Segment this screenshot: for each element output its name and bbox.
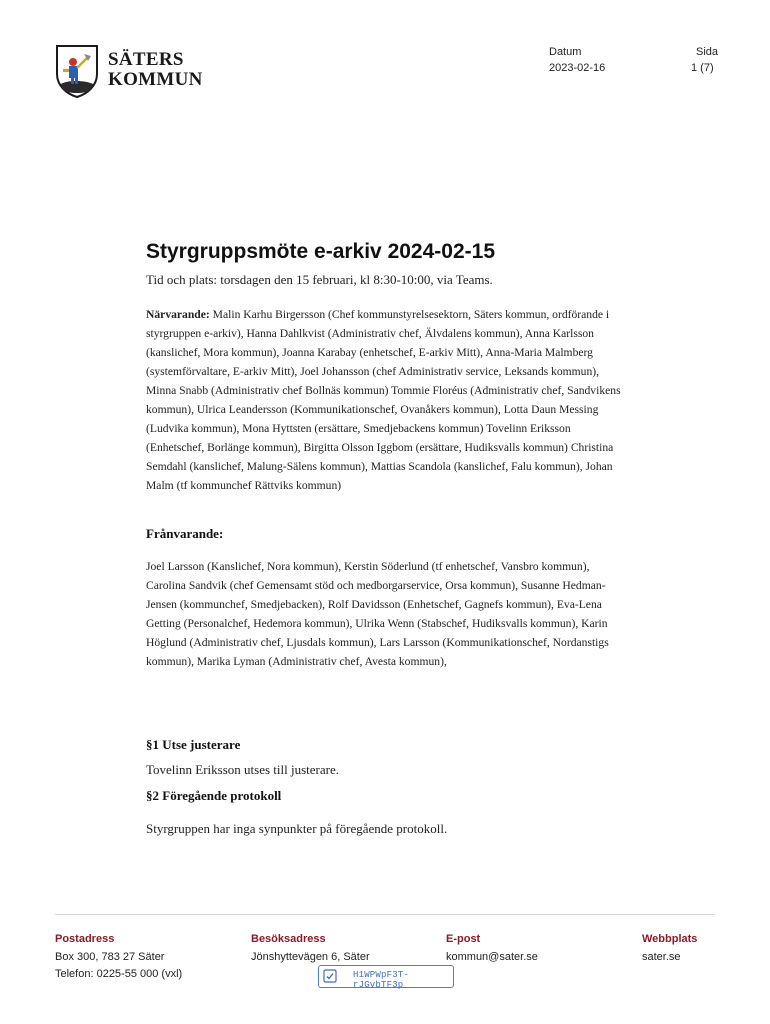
verification-code: H1WPWpF3T-rJGvbTF3p [353,970,410,990]
section-1-text: Tovelinn Eriksson utses till justerare. [146,762,339,777]
footer-email[interactable]: kommun@sater.se [446,951,538,963]
organization-name-line2: KOMMUN [108,69,203,90]
footer-postal-label: Postadress [55,933,115,945]
footer-visit-address: Jönshyttevägen 6, Säter [251,951,370,963]
present-paragraph [146,305,624,495]
date-label: Datum [549,46,582,58]
municipality-logo [55,44,205,100]
page-value: 1 (7) [691,62,714,74]
absent-text: Joel Larsson (Kanslichef, Nora kommun), Kerstin Söderlund (tf enhetschef, Vansbro kommun), Carolina Sandvik (chef Gemensamt stöd och medborgarservice, Orsa kommun), Susanne Hedman-Jensen (kommunchef, Smedjebacken), Rolf Davidsson (Enhetschef, Gagnefs kommun), Eva-Lena Getting (Personalchef, Hedemora kommun), Ulrika Wenn (Stabschef, Hudiksvalls kommun), Karin Höglund (Administrativ chef, Ljusdals kommun), Lars Larsson (Kommunikationschef, Nordanstigs kommun), Marika Lyman (Administrativ chef, Avesta kommun), [146,560,609,668]
present-text: Malin Karhu Birgersson (Chef kommunstyrelsesektorn, Säters kommun, ordförande i styrgruppen e-arkiv), Hanna Dahlkvist (Administrativ chef, Älvdalens kommun), Anna Karlsson (kanslichef, Mora kommun), Joanna Karabay (enhetschef, E-arkiv Mitt), Anna-Maria Malmberg (systemförvaltare, E-arkiv Mitt), Joel Johansson (chef Administrativ service, Leksands kommun), Minna Snabb (Administrativ chef Bollnäs kommun) Tommie Floréus (Administrativ chef, Sandvikens kommun), Ulrica Leandersson (Kommunikationschef, Ovanåkers kommun), Lotta Daun Messing (Ludvika kommun), Mona Hyttsten (ersättare, Smedjebackens kommun) Tovelinn Eriksson (Enhetschef, Borlänge kommun), Birgitta Olsson Iggbom (ersättare, Hudiksvalls kommun) Christina Semdahl (kanslichef, Malung-Sälens kommun), Mattias Scandola (kanslichef, Falu kommun), Johan Malm (tf kommunchef Rättviks kommun) [146,308,621,492]
footer-postal-address: Box 300, 783 27 Säter [55,951,165,963]
footer-website[interactable]: sater.se [642,951,681,963]
organization-name-line1: SÄTERS [108,49,184,70]
document-title: Styrgruppsmöte e-arkiv 2024-02-15 [146,240,495,263]
verification-stamp[interactable] [318,965,454,988]
organization-name [108,50,203,90]
footer-phone: Telefon: 0225-55 000 (vxl) [55,968,183,980]
footer-web-label: Webbplats [642,933,698,945]
coat-of-arms-icon [55,44,99,98]
section-1-heading: §1 Utse justerare [146,737,241,752]
verification-stamp-icon [323,969,337,983]
footer-visit-label: Besöksadress [251,933,326,945]
absent-heading: Frånvarande: [146,526,224,541]
present-label: Närvarande: [146,308,210,321]
section-2-text: Styrgruppen har inga synpunkter på föregående protokoll. [146,821,448,836]
time-place-text: Tid och plats: torsdagen den 15 februari, kl 8:30-10:00, via Teams. [146,272,493,287]
date-value: 2023-02-16 [549,62,606,74]
page-label: Sida [696,46,719,58]
footer-divider [55,914,715,915]
section-2-heading: §2 Föregående protokoll [146,788,282,803]
footer-email-label: E-post [446,933,481,945]
